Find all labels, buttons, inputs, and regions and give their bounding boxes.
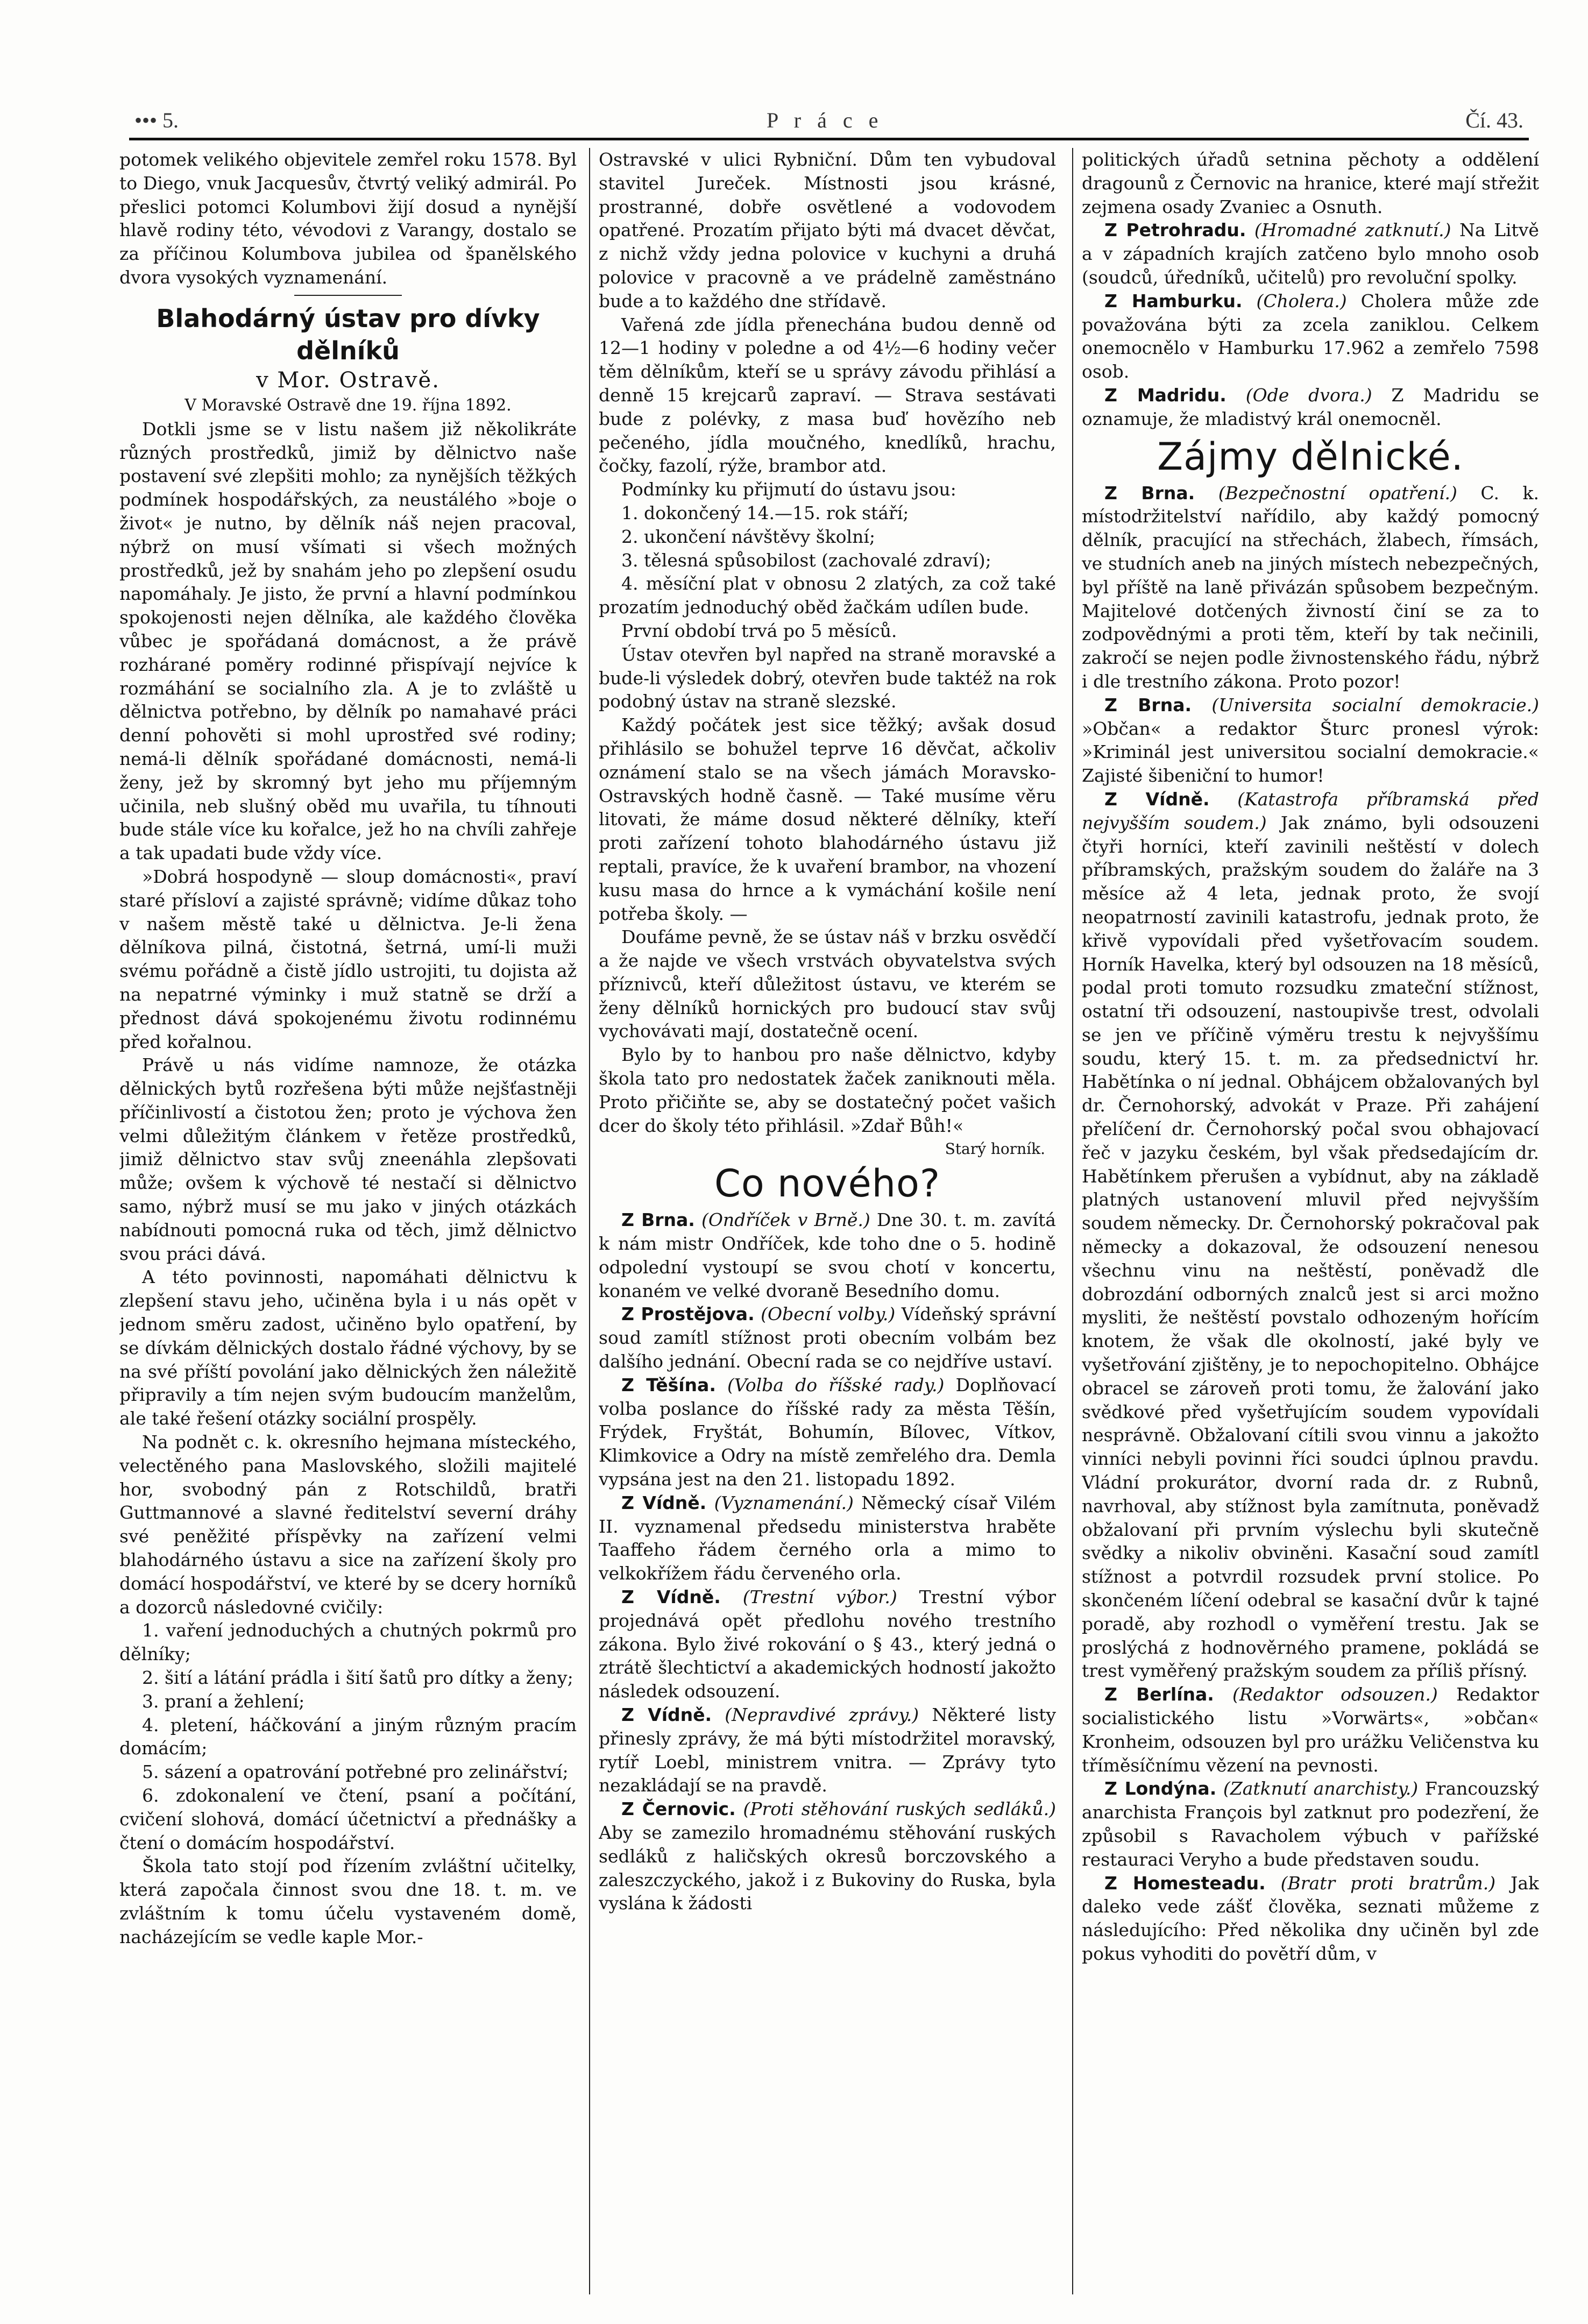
- news-text: Některé listy přinesly zprávy, že má býti místodržitel moravský, rytíř Loebl, ministrem vnitra. — Zprávy tyto nezakládají se na pravdě.: [599, 1704, 1056, 1796]
- news-item: [1082, 289, 1539, 384]
- news-place: Z Těšína.: [621, 1374, 716, 1395]
- news-label: (Katastrofa příbramská před nejvyšším soudem.): [1082, 788, 1539, 833]
- news-item: [1082, 218, 1539, 289]
- news-item: [1082, 384, 1539, 431]
- list-item: 3. tělesná spůsobilost (zachovalé zdraví);: [621, 549, 991, 571]
- news-item: [599, 1703, 1056, 1797]
- paragraph: Ústav otevřen byl napřed na straně moravské a bude-li výsledek dobrý, otevřen bude taktéž na rok podobný ústav na straně slezské.: [599, 643, 1056, 712]
- news-item: [1082, 1683, 1539, 1777]
- list-item: 5. sázení a opatrování potřebné pro zelinářství;: [142, 1761, 569, 1783]
- list-item: 4. pletení, háčkování a jiným různým pracím domácím;: [119, 1714, 577, 1759]
- news-item: [1082, 693, 1539, 788]
- news-label: (Ondříček v Brně.): [701, 1209, 870, 1231]
- list-item: 2. ukončení návštěvy školní;: [621, 526, 876, 547]
- news-place: Z Berlína.: [1104, 1684, 1214, 1705]
- news-place: Z Prostějova.: [621, 1303, 755, 1325]
- section-title-labour: Zájmy dělnické.: [1157, 434, 1464, 479]
- news-item: [599, 1302, 1056, 1373]
- paragraph: Vařená zde jídla přenechána budou denně od 12—1 hodiny v poledne a od 4½—6 hodiny večer těm dělníkům, kteří se u správy závodu přihlásí a denně 15 krejcarů zapraví. — Strava sestávati bude z polévky, z masa buď hovězího neb pečeného, jídla moučného, knedlíků, hrachu, čočky, fazolí, rýže, brambor atd.: [599, 314, 1056, 477]
- news-item: [599, 1208, 1056, 1302]
- column-divider-2: [1072, 148, 1073, 2294]
- news-item: [599, 1797, 1056, 1915]
- news-text: Francouzský anarchista François byl zatknut pro podezření, že způsobil s Ravacholem výbuch v pařížské restauraci Veryho a bude představen soudu.: [1082, 1778, 1539, 1870]
- news-item: [599, 1585, 1056, 1703]
- list-item: 1. vaření jednoduchých a chutných pokrmů pro dělníky;: [119, 1620, 577, 1665]
- news-text: Z Madridu se oznamuje, že mladistvý král onemocněl.: [1082, 384, 1539, 429]
- news-text: Doplňovací volba poslance do říšské rady za města Těšín, Frýdek, Fryštát, Bohumín, Bílovec, Vítkov, Klimkovice a Odry na místě zemřelého dra. Demla vypsána jest na den 21. listopadu 1892.: [599, 1374, 1056, 1490]
- news-text: Dne 30. t. m. zavítá k nám mistr Ondříček, kde toho dne o 5. hodině odpolední vystoupí se svou chotí v koncertu, konaném ve velké dvoraně Besedního domu.: [599, 1209, 1056, 1301]
- news-list: [1082, 218, 1539, 430]
- news-label: (Vyznamenání.): [714, 1492, 854, 1513]
- news-place: Z Homesteadu.: [1104, 1872, 1266, 1894]
- header-issue-number: Čí. 43.: [1465, 108, 1523, 132]
- news-label: (Cholera.): [1256, 290, 1347, 311]
- news-label: (Ode dvora.): [1245, 384, 1372, 406]
- section-title-news: Co nového?: [714, 1161, 940, 1206]
- news-list: [599, 1208, 1056, 1915]
- news-label: (Trestní výbor.): [742, 1586, 897, 1608]
- paragraph: »Dobrá hospodyně — sloup domácnosti«, praví staré přísloví a zajisté správně; vidíme důkaz toho v našem městě také u dělnictva. Je-li žena dělníkova pilná, čistotná, šetrná, umí-li muži svému pořádně a čistě jídlo ustrojiti, tu dojista až na nepatrné výminky i muž statně se drží a přednost dává spokojenému životu rodinnému před kořalnou.: [119, 866, 577, 1052]
- paragraph: Právě u nás vidíme namnoze, že otázka dělnických bytů rozřešena býti může nejšťastněji příčinlivostí a čistotou žen; proto je výchova žen velmi důležitým článkem v řetěze prostředků, jimiž dělnictvo stav svůj zneenáhla zlepšovati může; ovšem k výchově té nestačí si dělnictvo samo, nýbrž musí se mu jako v jiných otázkách nabídnouti pomocná ruka od těch, jimž dělnictvo svou práci dává.: [119, 1054, 577, 1264]
- column-1: [119, 148, 577, 2294]
- list-item: 6. zdokonalení ve čtení, psaní a počítání, cvičení slohová, domácí účetnictví a přednášky a čtení o domácím hospodářství.: [119, 1785, 577, 1853]
- news-item: [1082, 481, 1539, 693]
- news-place: Z Brna.: [1104, 482, 1195, 504]
- paragraph: Dotkli jsme se v listu našem již několikráte různých prostředků, jimiž by dělnictvo naše postavení své zlepšiti mohlo; za nynějších těžkých podmínek hospodářských, za neustálého »boje o život« je nutno, by dělník náš nejen pracoval, nýbrž on musí všímati si všech možných prostředků, jež by snahám jeho po zlepšení osudu napomáhaly. Je jisto, že první a hlavní podmínkou spokojenosti nejen dělníka, ale každého člověka vůbec je spořádaná domácnost, a že právě rozhárané poměry rodinné přispívají nejvíce k rozmáhání se socialního zla. A je to zvláště u dělnictva potřebno, by dělník po namahavé práci denní pohověti si mohl uprostřed své rodiny; nemá-li dělník spořádané domácnosti, nemá-li ženy, jež by skromný byt jeho mu příjemným učinila, neb slušný oběd mu uvařila, tu tíhnouti bude stále více ku kořalce, jež ho na chvíli zahřeje a tak upadati bude vždy více.: [119, 418, 577, 864]
- news-text: Aby se zamezilo hromadnému stěhování ruských sedláků z haličských okresů borczovského a zaleszczyckého, jakož i z Bukoviny do Ruska, byla vyslána k žádosti: [599, 1822, 1056, 1914]
- news-list: [1082, 481, 1539, 1966]
- article-continuation: Ostravské v ulici Rybniční. Dům ten vybudoval stavitel Jureček. Místnosti jsou krásné, prostranné, dobře osvětlené a vodovodem opatřené. Prozatím přijato býti má dvacet děvčat, z nichž vždy jedna polovice v kuchyni a druhá polovice v pracovně a ve prádelně zaměstnáno bude a to každého dne střídavě.: [599, 149, 1056, 311]
- paragraph: [599, 1043, 1056, 1158]
- paragraph: Škola tato stojí pod řízením zvláštní učitelky, která započala činnost svou dne 18. t. m. ve zvláštním k tomu účelu vystaveném domě, nacházejícím se vedle kaple Mor.-: [119, 1855, 577, 1947]
- news-label: (Universita socialní demokracie.): [1211, 694, 1539, 715]
- news-item: [599, 1491, 1056, 1585]
- column-2: [599, 148, 1056, 2294]
- news-place: Z Vídně.: [621, 1704, 712, 1725]
- article-signature: Starý horník.: [945, 1140, 1045, 1158]
- news-label: (Redaktor odsouzen.): [1232, 1684, 1438, 1705]
- news-text: Cholera může zde považována býti za zcela zaniklou. Celkem onemocnělo v Hamburku 17.962 a zemřelo 7598 osob.: [1082, 290, 1539, 382]
- list-item: 4. měsíční plat v obnosu 2 zlatých, za což také prozatím jednoduchý oběd žačkám udílen bude.: [599, 573, 1056, 618]
- paragraph: A této povinnosti, napomáhati dělnictvu k zlepšení stavu jeho, učiněna byla i u nás opět v jednom směru zadost, učiněno bylo opatření, by se dívkám dělnických dostalo řádné výchovy, by se na své příští povolání jako dělnických žen náležitě připravily a tím nejen svým budoucím manželům, ale také řešení otázky sociální prospěly.: [119, 1266, 577, 1429]
- paragraph: Podmínky ku přijmutí do ústavu jsou:: [621, 479, 956, 500]
- article-continuation: potomek velikého objevitele zemřel roku 1578. Byl to Diego, vnuk Jacquesův, čtvrtý veliký admirál. Po přeslici potomci Kolumbovi žijí dosud a nynější hlavě rodiny této, vévodovi z Varangy, dostalo se za příčinou Kolumbova jubilea od španělského dvora vysokých vyznamenání.: [119, 149, 577, 288]
- article-title: Blahodárný ústav pro dívky dělníků: [156, 303, 540, 365]
- news-item: [1082, 788, 1539, 1683]
- news-text: Německý císař Vilém II. vyznamenal předsedu ministerstva hraběte Taaffeho řádem černého orla a mimo to velkokřížem řádu červeného orla.: [599, 1492, 1056, 1584]
- news-text: C. k. místodržitelství nařídilo, aby každý pomocný dělník, pracující na střechách, žlabech, římsách, ve studních aneb na jiných místech nebezpečných, byl příště na laně přivázán spůsobem bezpečným. Majitelové dotčených živností činí se za to zodpovědnými a proti těm, kteří by tak nečinili, zakročí se nejen podle živnostenského řádu, nýbrž i dle trestního zákona. Proto pozor!: [1082, 482, 1539, 692]
- news-text: Trestní výbor projednává opět předlohu nového trestního zákona. Bylo živé rokování o § 43., který jedná o ztrátě šlechtictví a akademických hodností jakožto následek odsouzení.: [599, 1586, 1056, 1702]
- paragraph: První období trvá po 5 měsíců.: [621, 620, 897, 641]
- news-place: Z Brna.: [1104, 694, 1192, 715]
- article-continuation: politických úřadů setnina pěchoty a oddělení dragounů z Černovic na hranice, které mají střežit zejmena osady Zvaniec a Osnuth.: [1082, 149, 1539, 217]
- news-label: (Proti stěhování ruských sedláků.): [743, 1798, 1056, 1820]
- list-item: 2. šití a látání prádla i šití šatů pro dítky a ženy;: [142, 1667, 573, 1689]
- news-text: Redaktor socialistického listu »Vorwärts«, »občan« Kronheim, odsouzen byl pro urážku Veličenstva ku tříměsíčnímu vězení na pevnosti.: [1082, 1684, 1539, 1776]
- news-place: Z Madridu.: [1104, 384, 1227, 406]
- column-divider-1: [589, 148, 590, 2294]
- article-separator: [294, 295, 402, 296]
- news-text: Jak daleko vede zášť člověka, seznati můžeme z následujícího: Před několika dny učiněn byl zde pokus vyhoditi do povětří dům, v: [1082, 1872, 1539, 1964]
- news-label: (Hromadné zatknutí.): [1254, 219, 1451, 241]
- news-text: Na Litvě a v západních krajích zatčeno bylo mnoho osob (soudců, úředníků, učitelů) pro revoluční spolky.: [1082, 219, 1539, 288]
- news-item: [1082, 1777, 1539, 1871]
- news-label: (Bezpečnostní opatření.): [1218, 482, 1457, 504]
- news-text: Jak známo, byli odsouzeni čtyři horníci, kteří zavinili neštěstí v dolech příbramských, pražským soudem do žaláře na 3 měsíce až 4 leta, jednak proto, že svojí neopatrností zavinili katastrofu, jednak proto, že křivě vypovídali před vyšetřovacím soudem. Horník Havelka, který byl odsouzen na 18 měsíců, podal proti tomuto rozsudku zmateční stížnost, ostatní tři odsouzení, nastoupivše trest, odvolali se jen ve příčině výměru trestu k nejvyššímu soudu, který 15. t. m. za předsednictví hr. Habětínka o ní jednal. Obhájcem obžalovaných byl dr. Černohorský, advokát v Praze. Při zahájení přelíčení dr. Černohorský počal svou obhajovací řeč v jazyku českém, byl však předsedajícím dr. Habětínkem přerušen a vybídnut, aby na základě platných ustanovení mluvil před nejvyšším soudem německy. Dr. Černohorský pokračoval pak německy a dokazoval, že odsouzení nenesou všechnu vinu na neštěstí, poněvadž dle dobrozdání odborných znalců jest si arci možno mysliti, že neštěstí povstalo odhozeným hořícím knotem, že však dle okolností, jaké byly ve vyšetřování zjištěny, je to nepochopitelno. Obhájce obracel se zároveň proti tomu, že žalování jako svědkové před vyšetřujícím soudem vypovídali nesprávně. Obžalovaní cítili svou vinnu a jakožto vinníci nebyli povinni říci soudci úplnou pravdu. Vládní prokurátor, dvorní rada dr. z Rubnů, navrhoval, aby stížnost byla zamítnuta, poněvadž obžalovaní při prvním výslechu byli skutečně svědky a nikoliv obviněni. Kasační soud zamítl stížnost a potvrdil rozsudek první stolice. Po skončeném líčení odebral se kasační dvůr k tajné poradě, aby rozhodl o vyměření trestu. Jak se proslýchá z hodnověrného pramene, pokládá se trest vyměřený pražským soudem za příliš přísný.: [1082, 812, 1539, 1682]
- paragraph: Každý počátek jest sice těžký; avšak dosud přihlásilo se bohužel teprve 16 děvčat, ačkoliv oznámení stalo se na všech jámách Moravsko-Ostravských hodně časně. — Také musíme věru litovati, že máme dosud některé dělníky, kteří proti zařízení tohoto blahodárného ústavu již reptali, pravíce, že k uvaření brambor, na vhození kusu masa do hrnce a k vymáchání košile není potřeba školy. —: [599, 714, 1056, 924]
- news-label: (Nepravdivé zprávy.): [725, 1704, 919, 1725]
- news-place: Z Brna.: [621, 1209, 695, 1231]
- news-place: Z Vídně.: [1104, 788, 1210, 810]
- news-place: Z Vídně.: [621, 1492, 707, 1513]
- column-3: [1082, 148, 1539, 2294]
- paragraph-text: Bylo by to hanbou pro naše dělnictvo, kdyby škola tato pro nedostatek žaček zaniknouti měla. Proto přičiňte se, aby se dostatečný počet vašich dcer do školy této přihlásil. »Zdař Bůh!«: [599, 1044, 1056, 1136]
- news-text: »Občan« a redaktor Šturc pronesl výrok: »Kriminál jest universitou socialní demokracie.« Zajisté šibeniční to humor!: [1082, 718, 1539, 787]
- list-item: 3. praní a žehlení;: [142, 1690, 305, 1712]
- news-text: Vídeňský správní soud zamítl stížnost proti obecním volbám bez dalšího jednání. Obecní rada se co nejdříve ustaví.: [599, 1303, 1056, 1372]
- news-place: Z Vídně.: [621, 1586, 721, 1608]
- news-label: (Volba do říšské rady.): [727, 1374, 945, 1395]
- running-header: [129, 108, 1529, 136]
- article-subtitle: v Mor. Ostravě.: [256, 367, 440, 393]
- news-place: Z Londýna.: [1104, 1778, 1217, 1799]
- news-item: [1082, 1872, 1539, 1966]
- header-rule: [129, 138, 1529, 140]
- news-item: [599, 1373, 1056, 1491]
- news-place: Z Hamburku.: [1104, 290, 1243, 311]
- news-place: Z Petrohradu.: [1104, 219, 1246, 241]
- paragraph: Doufáme pevně, že se ústav náš v brzku osvědčí a že najde ve všech vrstvách obyvatelstva svých příznivců, kteří důležitost ústavu, ve kterém se ženy dělníků hornických pro budoucí stav svůj vychovávati mají, dostatečně ocení.: [599, 926, 1056, 1042]
- header-masthead: P r á c e: [767, 108, 884, 132]
- article-dateline: V Moravské Ostravě dne 19. října 1892.: [185, 395, 512, 415]
- header-page-number: ••• 5.: [134, 108, 179, 132]
- news-place: Z Černovic.: [621, 1798, 736, 1820]
- paragraph: Na podnět c. k. okresního hejmana místeckého, velectěného pana Maslovského, složili majitelé hor, svobodný pán z Rotschildů, bratři Guttmannové a slavné ředitelství severní dráhy své peněžité příspěvky na zařízení velmi blahodárného ústavu a sice na zařízení školy pro domácí hospodářství, ve které by se dcery horníků a dozorců následovné cvičily:: [119, 1432, 577, 1618]
- list-item: 1. dokončený 14.—15. rok stáří;: [621, 502, 909, 523]
- news-label: (Obecní volby.): [761, 1303, 896, 1325]
- news-label: (Zatknutí anarchisty.): [1223, 1778, 1419, 1799]
- news-label: (Bratr proti bratrům.): [1280, 1872, 1496, 1894]
